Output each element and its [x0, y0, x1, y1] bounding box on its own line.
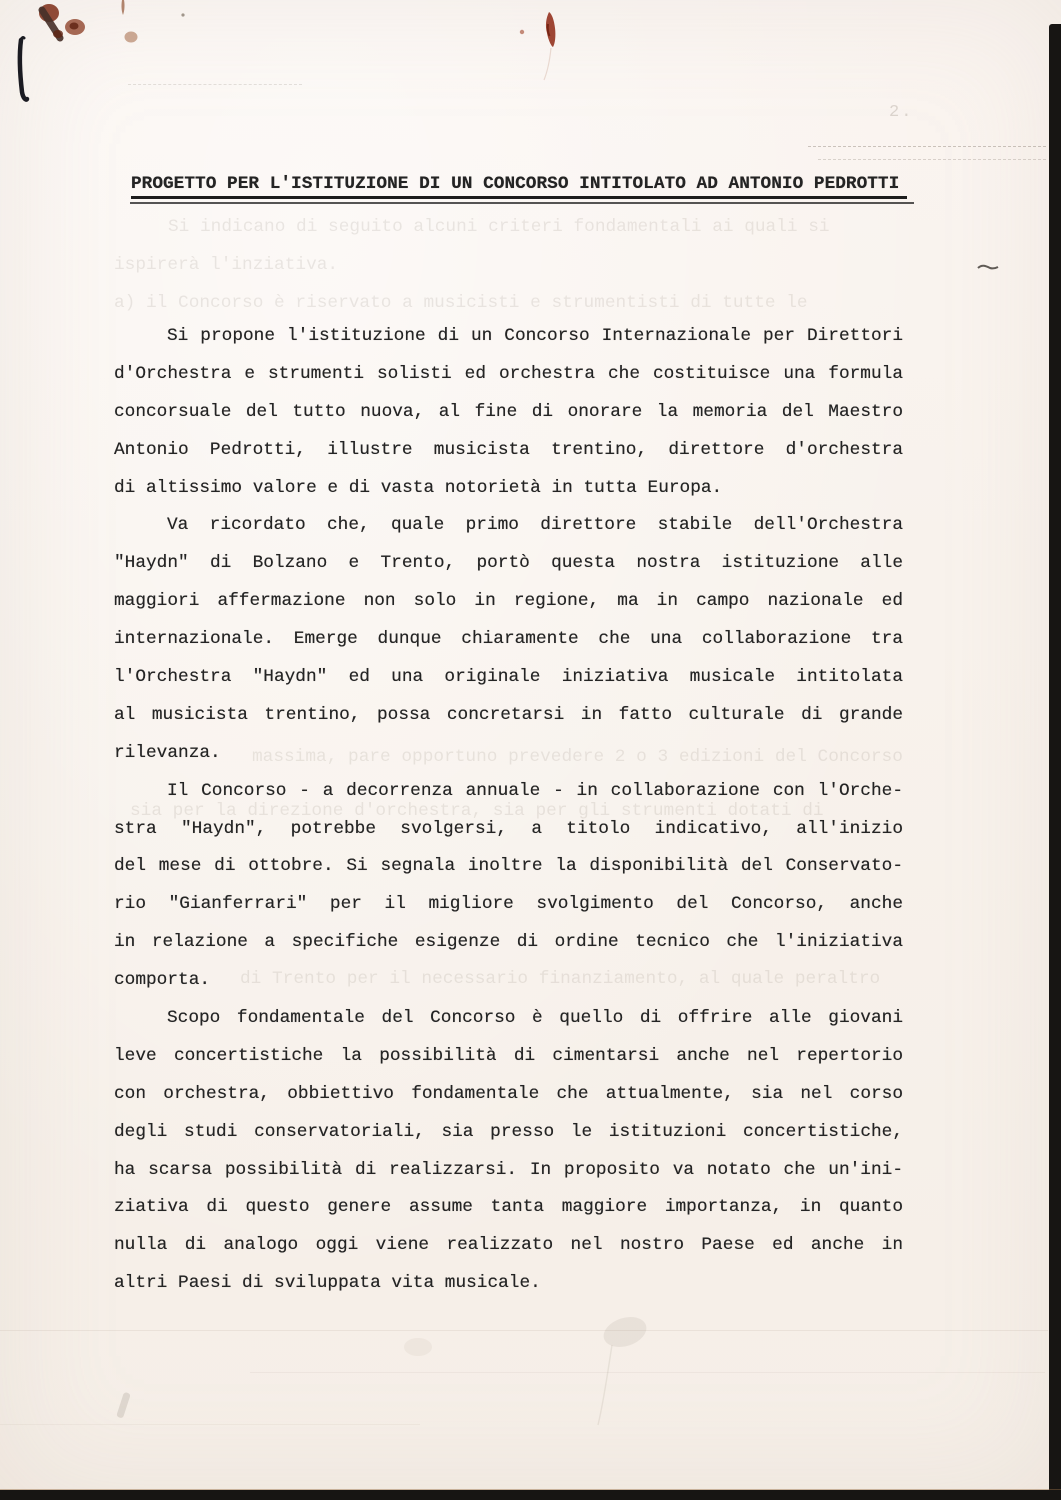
text-line: internazionale. Emerge dunque chiaramente che una collaborazione tra — [114, 629, 903, 650]
text-line: ziativa di questo genere assume tanta maggiore importanza, in quanto — [114, 1197, 903, 1218]
text-line: rilevanza. — [114, 742, 221, 763]
ghost-text-line: ispirerà l'inziativa. — [114, 255, 339, 275]
paper-crease — [250, 1372, 1045, 1373]
pen-stroke-mark — [20, 38, 27, 100]
text-line: Antonio Pedrotti, illustre musicista trentino, direttore d'orchestra — [114, 439, 903, 460]
text-line: stra "Haydn", potrebbe svolgersi, a titolo indicativo, all'inizio — [114, 818, 903, 839]
text-line: concorsuale del tutto nuova, al fine di onorare la memoria del Maestro — [114, 401, 903, 422]
ghost-text-line: a) il Concorso è riservato a musicisti e strumentisti di tutte le — [114, 293, 808, 313]
scan-edge-bottom — [0, 1490, 1061, 1500]
ghost-page-number: 2. — [889, 103, 914, 122]
document-body — [114, 318, 903, 1303]
scratch-mark — [808, 146, 1046, 147]
text-line: ha scarsa possibilità di realizzarsi. In proposito va notato che un'ini- — [114, 1159, 903, 1180]
text-line: rio "Gianferrari" per il migliore svolgimento del Concorso, anche — [114, 894, 903, 915]
rust-drip-small — [121, 0, 137, 43]
scan-edge-right — [1049, 24, 1061, 1500]
paper-crease — [0, 1330, 1048, 1331]
text-line: di altissimo valore e di vasta notorietà in tutta Europa. — [114, 477, 723, 498]
grey-smudges — [116, 1312, 650, 1425]
rust-stain-cluster — [39, 4, 185, 38]
text-line: in relazione a specifiche esigenze di ordine tecnico che l'iniziativa — [114, 932, 903, 953]
text-line: leve concertistiche la possibilità di cimentarsi anche nel repertorio — [114, 1045, 903, 1066]
scratch-mark — [128, 84, 302, 85]
text-line: Scopo fondamentale del Concorso è quello di offrire alle giovani — [167, 1008, 903, 1029]
ghost-text-line: di Trento per il necessario finanziamento, al quale peraltro — [240, 969, 881, 989]
red-drip-stain — [520, 12, 556, 80]
text-line: al musicista trentino, possa concretarsi in fatto culturale di grande — [114, 704, 903, 725]
text-line: nulla di analogo oggi viene realizzato nel nostro Paese ed anche in — [114, 1235, 903, 1256]
scratch-mark — [818, 159, 1046, 160]
pen-squiggle-mark — [978, 266, 998, 269]
text-line: l'Orchestra "Haydn" ed una originale iniziativa musicale intitolata — [114, 667, 903, 688]
text-line: comporta. — [114, 970, 211, 991]
text-line: altri Paesi di sviluppata vita musicale. — [114, 1273, 541, 1294]
text-line: degli studi conservatoriali, sia presso le istituzioni concertistiche, — [114, 1121, 903, 1142]
ghost-text-line: sia per la direzione d'orchestra, sia per gli strumenti dotati di — [130, 801, 824, 821]
text-line: con orchestra, obbiettivo fondamentale che attualmente, sia nel corso — [114, 1083, 903, 1104]
text-line: del mese di ottobre. Si segnala inoltre la disponibilità del Conservato- — [114, 856, 903, 877]
document-title: PROGETTO PER L'ISTITUZIONE DI UN CONCORSO INTITOLATO AD ANTONIO PEDROTTI — [131, 172, 905, 196]
text-line: Il Concorso - a decorrenza annuale - in collaborazione con l'Orche- — [167, 780, 903, 801]
text-line: "Haydn" di Bolzano e Trento, portò questa nostra istituzione alle — [114, 553, 903, 574]
text-line: Va ricordato che, quale primo direttore stabile dell'Orchestra — [167, 515, 903, 536]
ghost-text-line: massima, pare opportuno prevedere 2 o 3 edizioni del Concorso — [252, 747, 903, 767]
ghost-text-line: Si indicano di seguito alcuni criteri fondamentali ai quali si — [168, 217, 830, 237]
text-line: Si propone l'istituzione di un Concorso Internazionale per Direttori — [167, 326, 903, 346]
text-line: d'Orchestra e strumenti solisti ed orchestra che costituisce una formula — [114, 363, 903, 384]
paper-crease — [0, 1424, 420, 1425]
text-line: maggiori affermazione non solo in regione, ma in campo nazionale ed — [114, 591, 903, 612]
